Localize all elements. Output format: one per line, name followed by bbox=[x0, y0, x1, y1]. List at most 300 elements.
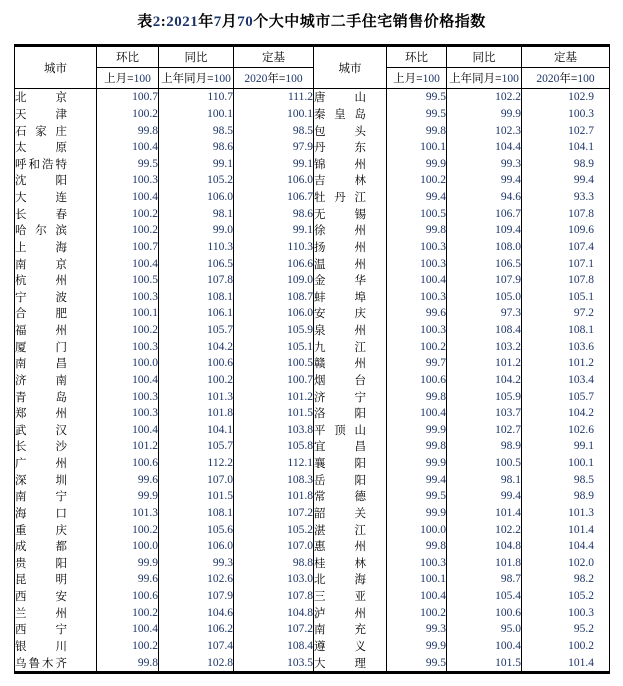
city-name-left: 郑州 bbox=[15, 408, 67, 421]
city-name-left: 厦门 bbox=[15, 341, 67, 354]
table-row bbox=[15, 322, 610, 339]
city-name-left: 上海 bbox=[15, 241, 67, 254]
mom-value-left: 100.3 bbox=[97, 172, 159, 189]
yoy-value-left: 101.5 bbox=[159, 488, 234, 505]
mom-value-left: 100.0 bbox=[97, 538, 159, 555]
base-value-right: 100.3 bbox=[522, 106, 610, 123]
city-name-left: 北京 bbox=[15, 92, 67, 105]
mom-value-right: 99.9 bbox=[387, 455, 447, 472]
city-name-left: 宁波 bbox=[15, 291, 67, 304]
city-name-right: 泉州 bbox=[314, 325, 366, 338]
city-name-right: 大理 bbox=[314, 657, 366, 670]
city-cell-left bbox=[15, 106, 97, 123]
yoy-value-right: 102.2 bbox=[447, 521, 522, 538]
city-cell-left bbox=[15, 471, 97, 488]
table-row bbox=[15, 89, 610, 106]
base-value-left: 105.2 bbox=[234, 521, 314, 538]
city-cell-left bbox=[15, 505, 97, 522]
table-row bbox=[15, 172, 610, 189]
mom-value-left: 100.0 bbox=[97, 355, 159, 372]
table-row bbox=[15, 305, 610, 322]
base-value-left: 108.3 bbox=[234, 471, 314, 488]
city-name-right: 泸州 bbox=[314, 607, 366, 620]
base-value-right: 98.5 bbox=[522, 471, 610, 488]
city-cell-right bbox=[314, 205, 387, 222]
city-name-right: 湛江 bbox=[314, 524, 366, 537]
mom-value-left: 100.4 bbox=[97, 621, 159, 638]
city-name-right: 岳阳 bbox=[314, 474, 366, 487]
city-name-left: 呼和浩特 bbox=[15, 158, 67, 171]
yoy-value-right: 103.7 bbox=[447, 405, 522, 422]
city-cell-left bbox=[15, 122, 97, 139]
mom-value-left: 101.3 bbox=[97, 505, 159, 522]
table-row bbox=[15, 388, 610, 405]
yoy-value-right: 99.9 bbox=[447, 106, 522, 123]
city-cell-left bbox=[15, 455, 97, 472]
base-value-left: 111.2 bbox=[234, 89, 314, 106]
table-row bbox=[15, 372, 610, 389]
mom-value-left: 100.2 bbox=[97, 205, 159, 222]
mom-value-right: 100.6 bbox=[387, 372, 447, 389]
city-cell-left bbox=[15, 189, 97, 206]
table-row bbox=[15, 521, 610, 538]
city-name-right: 蚌埠 bbox=[314, 291, 366, 304]
city-cell-left bbox=[15, 604, 97, 621]
mom-value-left: 100.4 bbox=[97, 139, 159, 156]
city-cell-left bbox=[15, 372, 97, 389]
city-cell-left bbox=[15, 521, 97, 538]
yoy-value-right: 106.7 bbox=[447, 205, 522, 222]
city-cell-right bbox=[314, 438, 387, 455]
yoy-value-right: 107.9 bbox=[447, 272, 522, 289]
mom-value-right: 99.4 bbox=[387, 189, 447, 206]
base-value-left: 100.1 bbox=[234, 106, 314, 123]
base-value-right: 101.2 bbox=[522, 355, 610, 372]
yoy-value-right: 101.2 bbox=[447, 355, 522, 372]
yoy-value-left: 105.2 bbox=[159, 172, 234, 189]
mom-value-left: 100.4 bbox=[97, 372, 159, 389]
base-value-left: 108.4 bbox=[234, 638, 314, 655]
mom-value-right: 99.5 bbox=[387, 89, 447, 106]
yoy-value-right: 99.3 bbox=[447, 156, 522, 173]
yoy-value-left: 99.3 bbox=[159, 555, 234, 572]
mom-value-right: 100.4 bbox=[387, 405, 447, 422]
city-cell-right bbox=[314, 355, 387, 372]
base-value-left: 101.8 bbox=[234, 488, 314, 505]
mom-value-left: 99.6 bbox=[97, 471, 159, 488]
base-value-right: 109.6 bbox=[522, 222, 610, 239]
yoy-value-right: 103.2 bbox=[447, 338, 522, 355]
city-name-left: 合肥 bbox=[15, 308, 67, 321]
mom-value-left: 100.7 bbox=[97, 89, 159, 106]
mom-value-right: 99.3 bbox=[387, 621, 447, 638]
yoy-value-right: 100.5 bbox=[447, 455, 522, 472]
table-row bbox=[15, 471, 610, 488]
base-value-left: 98.8 bbox=[234, 555, 314, 572]
mom-value-left: 100.1 bbox=[97, 305, 159, 322]
base-value-right: 107.1 bbox=[522, 255, 610, 272]
table-row bbox=[15, 455, 610, 472]
city-cell-right bbox=[314, 505, 387, 522]
mom-value-right: 100.3 bbox=[387, 239, 447, 256]
city-name-left: 济南 bbox=[15, 374, 67, 387]
base-value-right: 102.7 bbox=[522, 122, 610, 139]
base-value-right: 101.4 bbox=[522, 654, 610, 672]
base-value-left: 103.8 bbox=[234, 422, 314, 439]
city-name-left: 西宁 bbox=[15, 624, 67, 637]
base-value-left: 106.7 bbox=[234, 189, 314, 206]
city-name-left: 深圳 bbox=[15, 474, 67, 487]
base-value-right: 98.9 bbox=[522, 488, 610, 505]
base-value-left: 100.7 bbox=[234, 372, 314, 389]
city-name-left: 福州 bbox=[15, 325, 67, 338]
yoy-value-right: 95.0 bbox=[447, 621, 522, 638]
city-cell-left bbox=[15, 488, 97, 505]
city-cell-right bbox=[314, 222, 387, 239]
city-name-right: 平顶山 bbox=[314, 424, 366, 437]
city-cell-left bbox=[15, 654, 97, 672]
city-cell-right bbox=[314, 338, 387, 355]
base-value-left: 101.5 bbox=[234, 405, 314, 422]
base-value-left: 112.1 bbox=[234, 455, 314, 472]
city-name-left: 南宁 bbox=[15, 491, 67, 504]
table-row bbox=[15, 106, 610, 123]
table-row bbox=[15, 588, 610, 605]
header-yoy-base-right: 上年同月=100 bbox=[447, 68, 522, 89]
mom-value-right: 99.9 bbox=[387, 156, 447, 173]
yoy-value-right: 94.6 bbox=[447, 189, 522, 206]
city-name-left: 沈阳 bbox=[15, 175, 67, 188]
mom-value-left: 100.2 bbox=[97, 521, 159, 538]
city-cell-right bbox=[314, 189, 387, 206]
city-cell-right bbox=[314, 638, 387, 655]
mom-value-right: 100.0 bbox=[387, 521, 447, 538]
base-value-left: 110.3 bbox=[234, 239, 314, 256]
mom-value-left: 100.4 bbox=[97, 189, 159, 206]
mom-value-left: 100.6 bbox=[97, 455, 159, 472]
table-row bbox=[15, 621, 610, 638]
mom-value-right: 99.5 bbox=[387, 488, 447, 505]
city-cell-left bbox=[15, 172, 97, 189]
city-name-left: 海口 bbox=[15, 507, 67, 520]
city-cell-left bbox=[15, 222, 97, 239]
yoy-value-right: 99.4 bbox=[447, 172, 522, 189]
city-cell-left bbox=[15, 538, 97, 555]
table-row bbox=[15, 222, 610, 239]
yoy-value-right: 105.0 bbox=[447, 289, 522, 306]
base-value-right: 100.3 bbox=[522, 604, 610, 621]
base-value-left: 106.0 bbox=[234, 305, 314, 322]
table-row bbox=[15, 604, 610, 621]
yoy-value-right: 98.7 bbox=[447, 571, 522, 588]
table-row bbox=[15, 255, 610, 272]
yoy-value-right: 102.3 bbox=[447, 122, 522, 139]
city-name-left: 长春 bbox=[15, 208, 67, 221]
yoy-value-right: 101.5 bbox=[447, 654, 522, 672]
city-cell-left bbox=[15, 405, 97, 422]
city-cell-right bbox=[314, 571, 387, 588]
yoy-value-left: 105.7 bbox=[159, 322, 234, 339]
base-value-left: 107.2 bbox=[234, 621, 314, 638]
mom-value-left: 100.2 bbox=[97, 222, 159, 239]
city-cell-right bbox=[314, 555, 387, 572]
page-title: 表2:2021年7月70个大中城市二手住宅销售价格指数 bbox=[137, 14, 486, 30]
yoy-value-right: 108.0 bbox=[447, 239, 522, 256]
city-cell-left bbox=[15, 89, 97, 106]
city-cell-right bbox=[314, 521, 387, 538]
yoy-value-left: 105.6 bbox=[159, 521, 234, 538]
yoy-value-left: 106.0 bbox=[159, 538, 234, 555]
city-cell-left bbox=[15, 638, 97, 655]
city-cell-right bbox=[314, 372, 387, 389]
base-value-left: 103.5 bbox=[234, 654, 314, 672]
mom-value-right: 99.4 bbox=[387, 471, 447, 488]
city-cell-left bbox=[15, 272, 97, 289]
city-name-left: 太原 bbox=[15, 142, 67, 155]
yoy-value-left: 105.7 bbox=[159, 438, 234, 455]
city-cell-right bbox=[314, 455, 387, 472]
city-cell-left bbox=[15, 555, 97, 572]
table-row bbox=[15, 555, 610, 572]
mom-value-right: 100.4 bbox=[387, 588, 447, 605]
yoy-value-left: 112.2 bbox=[159, 455, 234, 472]
mom-value-left: 100.3 bbox=[97, 388, 159, 405]
city-cell-right bbox=[314, 89, 387, 106]
yoy-value-left: 108.1 bbox=[159, 289, 234, 306]
yoy-value-left: 100.6 bbox=[159, 355, 234, 372]
base-value-left: 105.8 bbox=[234, 438, 314, 455]
header-city-left: 城市 bbox=[15, 46, 97, 89]
city-name-left: 天津 bbox=[15, 108, 67, 121]
city-name-right: 包头 bbox=[314, 125, 366, 138]
city-cell-left bbox=[15, 571, 97, 588]
table-row bbox=[15, 122, 610, 139]
base-value-right: 108.1 bbox=[522, 322, 610, 339]
mom-value-right: 99.9 bbox=[387, 638, 447, 655]
city-cell-left bbox=[15, 305, 97, 322]
mom-value-left: 100.2 bbox=[97, 322, 159, 339]
base-value-right: 99.1 bbox=[522, 438, 610, 455]
city-name-right: 遵义 bbox=[314, 640, 366, 653]
city-cell-right bbox=[314, 488, 387, 505]
yoy-value-right: 104.8 bbox=[447, 538, 522, 555]
city-cell-right bbox=[314, 322, 387, 339]
city-name-left: 贵阳 bbox=[15, 557, 67, 570]
base-value-right: 104.1 bbox=[522, 139, 610, 156]
price-index-table bbox=[14, 44, 610, 674]
base-value-right: 103.4 bbox=[522, 372, 610, 389]
city-name-right: 徐州 bbox=[314, 225, 366, 238]
base-value-right: 102.6 bbox=[522, 422, 610, 439]
mom-value-left: 99.8 bbox=[97, 654, 159, 672]
city-name-right: 桂林 bbox=[314, 557, 366, 570]
city-name-left: 银川 bbox=[15, 640, 67, 653]
city-name-right: 丹东 bbox=[314, 142, 366, 155]
yoy-value-left: 98.1 bbox=[159, 205, 234, 222]
city-cell-right bbox=[314, 471, 387, 488]
table-row bbox=[15, 239, 610, 256]
yoy-value-right: 106.5 bbox=[447, 255, 522, 272]
header-mom-right: 环比 bbox=[387, 46, 447, 68]
mom-value-left: 100.2 bbox=[97, 106, 159, 123]
base-value-left: 97.9 bbox=[234, 139, 314, 156]
city-name-right: 锦州 bbox=[314, 158, 366, 171]
city-cell-right bbox=[314, 538, 387, 555]
mom-value-right: 99.8 bbox=[387, 122, 447, 139]
yoy-value-right: 98.9 bbox=[447, 438, 522, 455]
city-name-left: 广州 bbox=[15, 458, 67, 471]
mom-value-right: 99.9 bbox=[387, 505, 447, 522]
mom-value-right: 100.2 bbox=[387, 338, 447, 355]
mom-value-left: 99.5 bbox=[97, 156, 159, 173]
city-name-right: 温州 bbox=[314, 258, 366, 271]
city-cell-left bbox=[15, 621, 97, 638]
city-name-right: 牡丹江 bbox=[314, 192, 366, 205]
city-name-right: 扬州 bbox=[314, 241, 366, 254]
yoy-value-left: 104.1 bbox=[159, 422, 234, 439]
table-row bbox=[15, 422, 610, 439]
city-name-left: 青岛 bbox=[15, 391, 67, 404]
city-cell-right bbox=[314, 239, 387, 256]
yoy-value-left: 106.1 bbox=[159, 305, 234, 322]
mom-value-left: 100.2 bbox=[97, 638, 159, 655]
city-cell-right bbox=[314, 122, 387, 139]
city-cell-left bbox=[15, 588, 97, 605]
city-name-left: 兰州 bbox=[15, 607, 67, 620]
city-cell-left bbox=[15, 388, 97, 405]
base-value-right: 102.9 bbox=[522, 89, 610, 106]
base-value-left: 99.1 bbox=[234, 222, 314, 239]
city-name-right: 安庆 bbox=[314, 308, 366, 321]
yoy-value-left: 102.6 bbox=[159, 571, 234, 588]
base-value-right: 107.8 bbox=[522, 272, 610, 289]
base-value-left: 105.9 bbox=[234, 322, 314, 339]
city-name-left: 南京 bbox=[15, 258, 67, 271]
mom-value-left: 100.2 bbox=[97, 604, 159, 621]
base-value-right: 105.7 bbox=[522, 388, 610, 405]
city-name-right: 九江 bbox=[314, 341, 366, 354]
base-value-left: 109.0 bbox=[234, 272, 314, 289]
base-value-right: 105.2 bbox=[522, 588, 610, 605]
base-value-right: 95.2 bbox=[522, 621, 610, 638]
yoy-value-left: 98.5 bbox=[159, 122, 234, 139]
mom-value-right: 100.5 bbox=[387, 205, 447, 222]
city-name-right: 唐山 bbox=[314, 92, 366, 105]
city-cell-left bbox=[15, 289, 97, 306]
yoy-value-left: 108.1 bbox=[159, 505, 234, 522]
base-value-right: 93.3 bbox=[522, 189, 610, 206]
header-fixedbase-left: 2020年=100 bbox=[234, 68, 314, 89]
base-value-right: 103.6 bbox=[522, 338, 610, 355]
base-value-right: 98.2 bbox=[522, 571, 610, 588]
yoy-value-left: 102.8 bbox=[159, 654, 234, 672]
city-cell-right bbox=[314, 588, 387, 605]
base-value-left: 107.0 bbox=[234, 538, 314, 555]
yoy-value-left: 104.2 bbox=[159, 338, 234, 355]
city-cell-right bbox=[314, 621, 387, 638]
mom-value-right: 100.2 bbox=[387, 172, 447, 189]
base-value-right: 99.4 bbox=[522, 172, 610, 189]
mom-value-left: 100.3 bbox=[97, 405, 159, 422]
table-body bbox=[15, 89, 610, 673]
mom-value-right: 100.3 bbox=[387, 322, 447, 339]
yoy-value-left: 98.6 bbox=[159, 139, 234, 156]
table-row bbox=[15, 638, 610, 655]
city-name-left: 昆明 bbox=[15, 574, 67, 587]
yoy-value-right: 99.4 bbox=[447, 488, 522, 505]
mom-value-left: 99.8 bbox=[97, 122, 159, 139]
table-row bbox=[15, 189, 610, 206]
base-value-left: 106.6 bbox=[234, 255, 314, 272]
mom-value-left: 100.4 bbox=[97, 255, 159, 272]
mom-value-left: 99.9 bbox=[97, 488, 159, 505]
yoy-value-right: 104.2 bbox=[447, 372, 522, 389]
city-name-right: 秦皇岛 bbox=[314, 108, 366, 121]
yoy-value-right: 102.7 bbox=[447, 422, 522, 439]
header-mom-left: 环比 bbox=[97, 46, 159, 68]
city-name-right: 吉林 bbox=[314, 175, 366, 188]
base-value-right: 100.1 bbox=[522, 455, 610, 472]
table-row bbox=[15, 355, 610, 372]
yoy-value-right: 108.4 bbox=[447, 322, 522, 339]
mom-value-right: 99.8 bbox=[387, 222, 447, 239]
yoy-value-right: 101.8 bbox=[447, 555, 522, 572]
city-cell-left bbox=[15, 205, 97, 222]
city-cell-left bbox=[15, 156, 97, 173]
city-name-right: 南充 bbox=[314, 624, 366, 637]
city-name-left: 乌鲁木齐 bbox=[15, 657, 67, 670]
yoy-value-left: 101.3 bbox=[159, 388, 234, 405]
yoy-value-left: 99.1 bbox=[159, 156, 234, 173]
yoy-value-right: 100.6 bbox=[447, 604, 522, 621]
base-value-left: 98.5 bbox=[234, 122, 314, 139]
city-name-left: 西安 bbox=[15, 591, 67, 604]
yoy-value-left: 106.0 bbox=[159, 189, 234, 206]
mom-value-right: 99.9 bbox=[387, 422, 447, 439]
yoy-value-right: 104.4 bbox=[447, 139, 522, 156]
city-cell-right bbox=[314, 405, 387, 422]
table-row bbox=[15, 654, 610, 672]
base-value-left: 98.6 bbox=[234, 205, 314, 222]
header-base-right: 定基 bbox=[522, 46, 610, 68]
base-value-left: 107.8 bbox=[234, 588, 314, 605]
city-name-left: 杭州 bbox=[15, 275, 67, 288]
table-row bbox=[15, 538, 610, 555]
mom-value-right: 99.8 bbox=[387, 388, 447, 405]
mom-value-left: 101.2 bbox=[97, 438, 159, 455]
city-cell-right bbox=[314, 289, 387, 306]
city-cell-right bbox=[314, 654, 387, 672]
mom-value-left: 99.6 bbox=[97, 571, 159, 588]
mom-value-left: 100.3 bbox=[97, 289, 159, 306]
base-value-right: 98.9 bbox=[522, 156, 610, 173]
yoy-value-left: 99.0 bbox=[159, 222, 234, 239]
base-value-right: 101.4 bbox=[522, 521, 610, 538]
city-name-left: 成都 bbox=[15, 541, 67, 554]
city-cell-right bbox=[314, 388, 387, 405]
city-cell-right bbox=[314, 139, 387, 156]
yoy-value-left: 110.3 bbox=[159, 239, 234, 256]
city-cell-left bbox=[15, 355, 97, 372]
mom-value-right: 100.3 bbox=[387, 289, 447, 306]
city-name-right: 惠州 bbox=[314, 541, 366, 554]
mom-value-left: 100.3 bbox=[97, 338, 159, 355]
city-name-left: 重庆 bbox=[15, 524, 67, 537]
yoy-value-right: 97.3 bbox=[447, 305, 522, 322]
table-row bbox=[15, 571, 610, 588]
base-value-right: 107.8 bbox=[522, 205, 610, 222]
city-cell-left bbox=[15, 338, 97, 355]
